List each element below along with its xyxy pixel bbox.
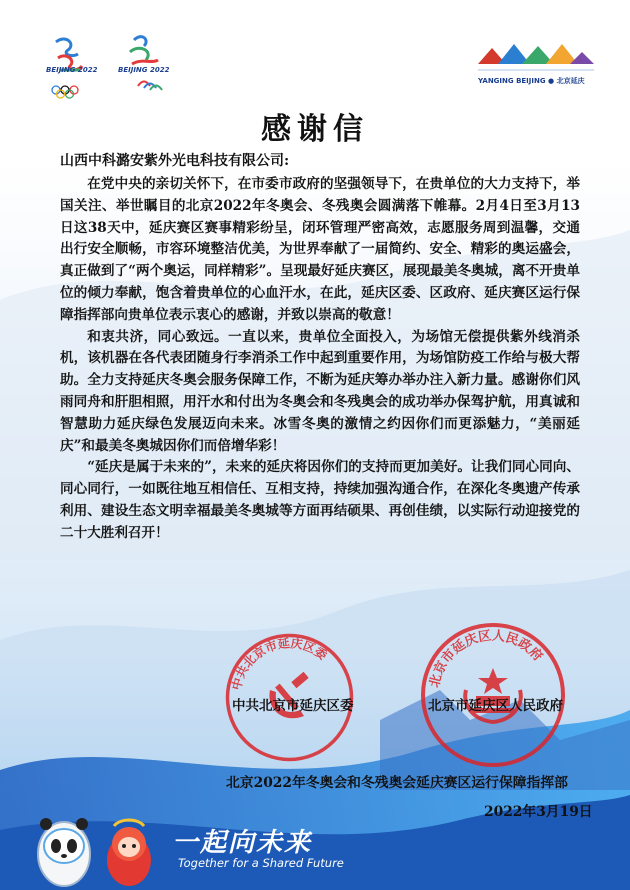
letter-body: [60, 174, 580, 545]
signature-party: 中共北京市延庆区委: [232, 698, 354, 714]
signature-government: 北京市延庆区人民政府: [428, 698, 563, 714]
letter-title: 感谢信: [261, 112, 369, 147]
slogan-chinese: 一起向未来: [172, 828, 313, 858]
seal-gov-text: 北京市延庆区人民政府: [427, 628, 546, 690]
bing-dwen-dwen-icon: [38, 818, 90, 886]
logo-left-1-text: BEIJING 2022: [46, 66, 98, 74]
logo-left-2-text: BEIJING 2022: [118, 66, 170, 74]
yanqing-logo-icon: [470, 36, 600, 96]
svg-text:中共北京市延庆区委: [228, 635, 330, 691]
slogan-english: Together for a Shared Future: [178, 856, 344, 870]
headquarters-signature: 北京2022年冬奥会和冬残奥会延庆赛区运行保障指挥部: [226, 775, 568, 791]
letter-date: 2022年3月19日: [484, 804, 593, 820]
shuey-rhon-rhon-icon: [107, 820, 151, 886]
paragraph-1: 在党中央的亲切关怀下，在市委市政府的坚强领导下，在贵单位的大力支持下，举国关注、举世瞩目的北京2022年冬奥会、冬残奥会圆满落下帷幕。2月4日至3月13日这38天中，延庆赛区赛事精彩纷呈，闭环管理严密高效，志愿服务周到温馨，交通出行安全顺畅，市容环境整洁优美，为世界奉献了一届简约、安全、精彩的奥运盛会，真正做到了“两个奥运，同样精彩”。呈现最好延庆赛区，展现最美冬奥城，离不开贵单位的倾力奉献，饱含着贵单位的心血汗水，在此，延庆区委、区政府、延庆赛区运行保障指挥部向贵单位表示衷心的感谢，并致以崇高的敬意！: [60, 176, 580, 323]
paragraph-2: 和衷共济，同心致远。一直以来，贵单位全面投入，为场馆无偿提供紫外线消杀机，该机器在各代表团随身行李消杀工作中起到重要作用，为场馆防疫工作给与极大帮助。全力支持延庆冬奥会服务保障工作，不断为延庆筹办举办注入新力量。感谢你们风雨同舟和肝胆相照，用汗水和付出为冬奥会和冬残奥会的成功举办保驾护航，用真诚和智慧助力延庆绿色发展迈向未来。冰雪冬奥的激情之约因你们而更添魅力，“美丽延庆”和最美冬奥城因你们而倍增华彩！: [60, 328, 580, 454]
recipient-name: 山西中科潞安紫外光电科技有限公司:: [60, 153, 290, 169]
logo-right-text: YANGING BEIJING ● 北京延庆: [478, 77, 585, 85]
beijing-2022-emblems: [46, 30, 181, 100]
paragraph-3: “延庆是属于未来的”，未来的延庆将因你们的支持而更加美好。让我们同心同向、同心同行，一如既往地互相信任、互相支持，持续加强沟通合作，在深化冬奥遗产传承利用、建设生态文明幸福最美冬奥城等方面再结硕果、再创佳绩，以实际行动迎接党的二十大胜利召开！: [60, 459, 580, 541]
paralympic-emblem-icon: [130, 37, 162, 90]
seal-party-text: 中共北京市延庆区委: [229, 636, 330, 692]
mascots-icon: [24, 802, 174, 890]
